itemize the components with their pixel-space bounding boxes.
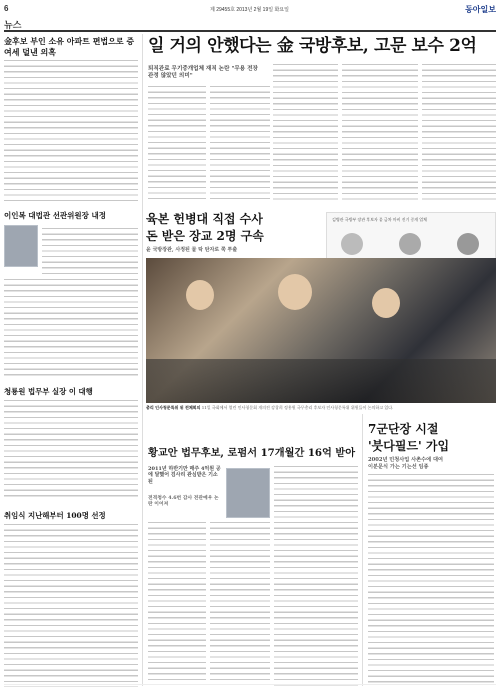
photo-caption-bold: 총리 인사청문특위 위 전체회의	[146, 405, 201, 410]
left-text-5	[4, 524, 138, 687]
footer-note	[4, 684, 496, 688]
person-2	[278, 274, 312, 310]
left-text-1	[4, 60, 138, 205]
bottom-subhead: 2011년 하반기만 매주 4억원 공에 달했어 검사리 관심받은 기소된	[148, 466, 221, 485]
main-col-1	[148, 86, 206, 202]
main-col-2	[210, 86, 270, 202]
middle-headline-1: 육본 헌병대 직접 수사	[146, 212, 263, 226]
hwang-photo	[226, 468, 270, 518]
main-subhead: 퇴직관료 무기중개업체 재직 논란 "무용 전장관정 않았던 의미"	[148, 66, 258, 80]
newspaper-logo: 동아일보	[465, 5, 496, 14]
section-label: 뉴스	[4, 20, 22, 30]
right-text-1	[368, 474, 494, 684]
bottom-kicker: 전격청수 4.6번 감사 전관예우 논란 이어져	[148, 495, 219, 507]
bottom-text-2	[210, 522, 270, 682]
bottom-headline: 황교안 법무후보, 로펌서 17개월간 16억 받아	[148, 447, 356, 459]
person-1	[186, 280, 214, 310]
left-text-4	[4, 400, 138, 500]
left-headline-3: 청룡원 법무부 실장 이 대행	[4, 387, 93, 396]
right-subhead-1: 2002년 민청사업 사촌수에 대여	[368, 457, 443, 463]
right-subhead-2: 이분문식 가는 기는선 임종	[368, 464, 429, 470]
issue-info: 제 29455호 2013년 2월 19일 화요일	[210, 7, 289, 13]
column-divider	[142, 34, 143, 686]
bottom-text-1	[148, 522, 206, 682]
photo-caption	[146, 405, 496, 411]
page-number: 6	[4, 4, 9, 13]
main-col-4	[342, 64, 418, 204]
right-headline-1: 7군단장 시절	[368, 422, 439, 436]
left-text-2	[42, 228, 138, 278]
left-headline-2: 이인복 대법관 선관위원장 내정	[4, 211, 107, 220]
bottom-text-3	[274, 466, 358, 686]
hearing-photo	[146, 258, 496, 403]
chart-title: 김병관 국방부 장관 후보자 뭍 금차 마비 진기 중개 업체	[332, 217, 428, 222]
middle-byline: 윤 국방장관, 사정된 뭍 탁 탄자로 쭉 투출	[146, 247, 238, 253]
judge-photo	[4, 225, 38, 267]
newspaper-topbar	[4, 4, 496, 14]
main-col-3	[273, 64, 338, 204]
chart-node-3	[457, 233, 479, 255]
photo-caption-text: 11일 국회에서 열린 인사청문회 개의전 강창희 정홍원 국무총리 후보자 인사청문특위 위원들이 논의하고 있다.	[201, 405, 394, 410]
middle-headline-2: 돈 받은 장교 2명 구속	[146, 229, 264, 243]
right-headline-2: '붓다필드' 가입	[368, 439, 450, 453]
photo-foreground	[146, 359, 496, 403]
chart-node-2	[399, 233, 421, 255]
person-3	[372, 288, 400, 318]
left-headline-1: 金후보 부인 소유 아파트 편법으로 증여세 덜낸 의혹	[4, 36, 135, 57]
main-col-5	[422, 64, 496, 204]
left-headline-4: 취임식 지난해부터 100명 선정	[4, 511, 106, 520]
left-text-3	[4, 279, 138, 379]
right-divider	[362, 414, 363, 686]
main-headline: 일 거의 안했다는 金 국방후보, 고문 보수 2억	[148, 36, 477, 56]
